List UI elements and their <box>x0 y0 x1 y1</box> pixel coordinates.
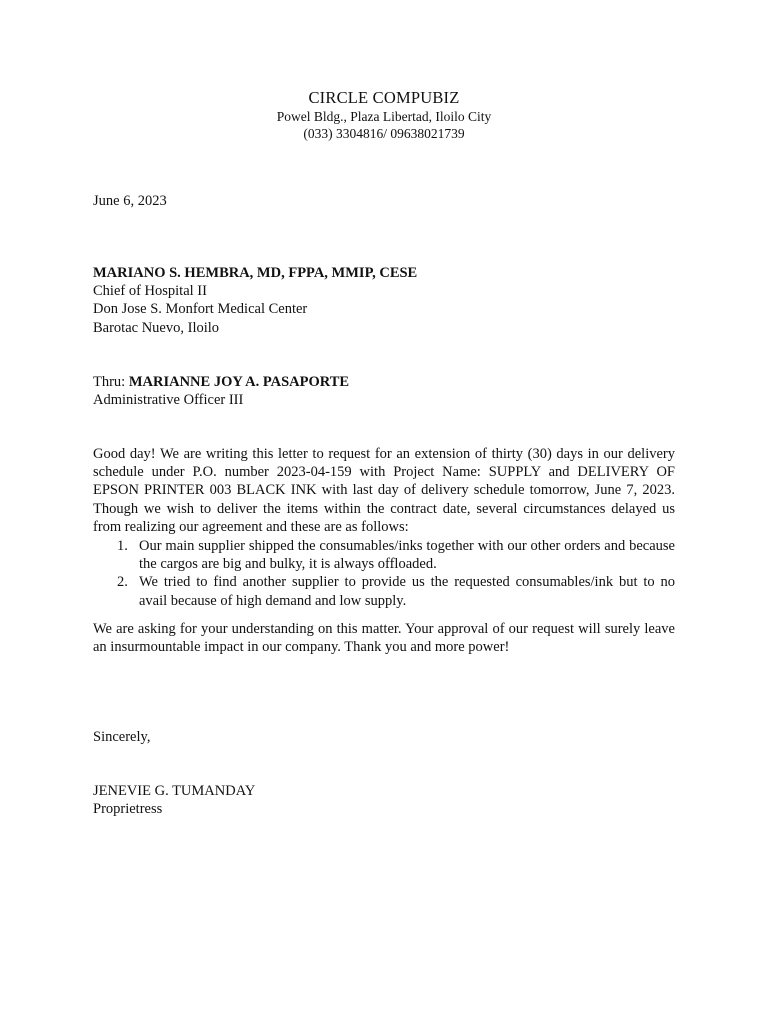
reasons-list <box>93 537 675 610</box>
list-item-number: 2. <box>117 574 128 591</box>
thru-title: Administrative Officer III <box>93 392 244 409</box>
closing-paragraph: We are asking for your understanding on this matter. Your approval of our request will surely leave an insurmountable impact in our company. Thank you and more power! <box>93 620 675 656</box>
signer-title: Proprietress <box>93 801 163 818</box>
list-item-text: We tried to find another supplier to provide us the requested consumables/ink but to no avail because of high demand and low supply. <box>139 574 675 609</box>
list-item-text: Our main supplier shipped the consumables/inks together with our other orders and because the cargos are big and bulky, it is always offloaded. <box>139 538 675 573</box>
list-item <box>93 537 675 573</box>
thru-label: Thru: <box>93 374 129 390</box>
recipient-block <box>93 264 675 337</box>
thru-name: MARIANNE JOY A. PASAPORTE <box>128 374 350 390</box>
company-phone: (033) 3304816/ 09638021739 <box>303 126 465 141</box>
list-item-number: 1. <box>117 538 128 555</box>
list-item <box>93 573 675 609</box>
company-address: Powel Bldg., Plaza Libertad, Iloilo City <box>276 109 492 124</box>
recipient-name: MARIANO S. HEMBRA, MD, FPPA, MMIP, CESE <box>93 265 418 281</box>
company-name: CIRCLE COMPUBIZ <box>308 88 460 107</box>
letter-body <box>93 445 675 656</box>
letter-date: June 6, 2023 <box>93 193 167 209</box>
intro-paragraph: Good day! We are writing this letter to request for an extension of thirty (30) days in our delivery schedule under P.O. number 2023-04-159 with Project Name: SUPPLY and DELIVERY OF EPSON PRINTER 003 BLACK INK with last day of delivery schedule tomorrow, June 7, 2023. Though we wish to deliver the items within the contract date, several circumstances delayed us from realizing our agreement and these are as follows: <box>93 446 675 535</box>
thru-block <box>93 373 675 409</box>
thru-line <box>93 373 675 391</box>
letterhead <box>0 88 768 142</box>
recipient-organization: Don Jose S. Monfort Medical Center <box>93 301 308 318</box>
recipient-location: Barotac Nuevo, Iloilo <box>93 319 220 336</box>
salutation: Sincerely, <box>93 729 151 745</box>
recipient-title: Chief of Hospital II <box>93 283 207 300</box>
signer-name: JENEVIE G. TUMANDAY <box>93 783 256 799</box>
signer-block <box>93 782 675 818</box>
